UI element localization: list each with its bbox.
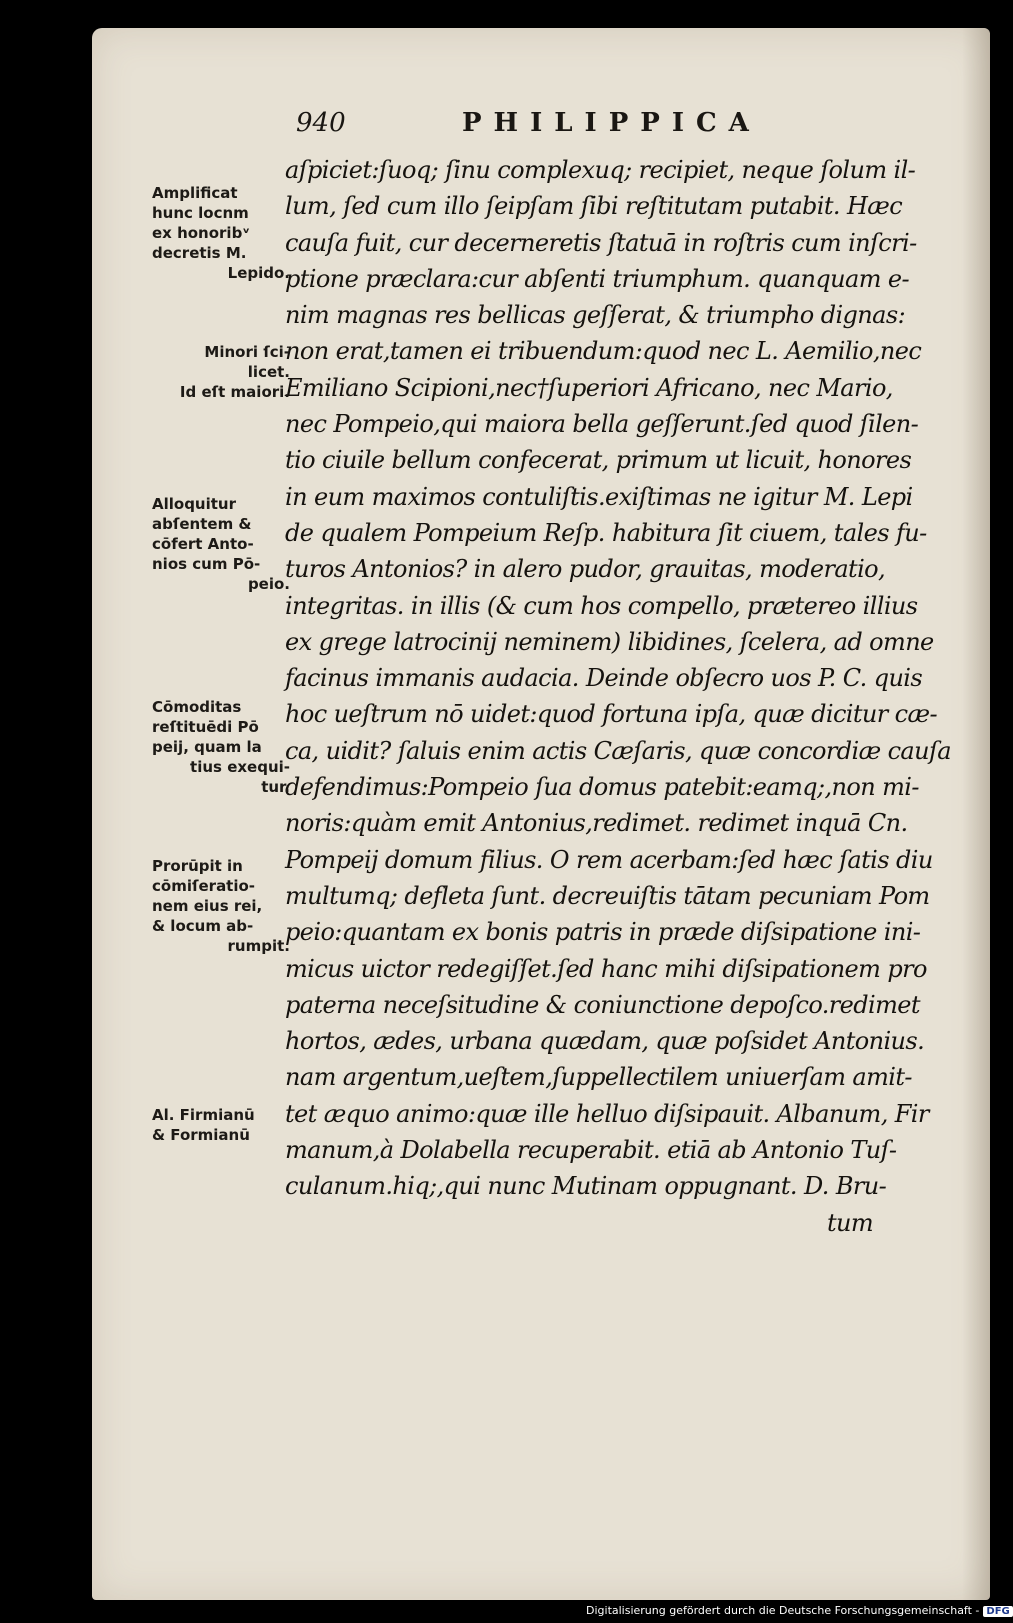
text-line: hoc ueſtrum nō uidet:quod fortuna ipſa, quæ dicitur cæ-	[285, 700, 937, 729]
margin-note-line: Lepido.	[227, 264, 290, 282]
catchword: tum	[826, 1208, 873, 1237]
text-line: noris:quàm emit Antonius,redimet. redimet inquā Cn.	[285, 809, 908, 838]
margin-note-line: Minori ſci-	[204, 343, 290, 361]
text-line: aſpiciet:ſuoq; ſinu complexuq; recipiet, neque ſolum il-	[285, 156, 916, 184]
margin-note-line: decretis M.	[152, 244, 247, 262]
margin-note-minori	[152, 342, 290, 402]
text-line: de qualem Pompeium Reſp. habitura ſit ciuem, tales fu-	[285, 518, 927, 547]
main-text-block	[285, 152, 951, 1241]
text-line: turos Antonios? in alero pudor, grauitas, moderatio,	[285, 555, 886, 584]
margin-note-line: hunc locnm	[152, 204, 249, 222]
margin-note-line: Id eſt maiori.	[179, 383, 290, 401]
text-line: defendimus:Pompeio ſua domus patebit:eamq;,non mi-	[285, 773, 919, 802]
text-line: in eum maximos contuliſtis.exiſtimas ne igitur M. Lepi	[285, 482, 913, 511]
margin-note-line: & locum ab-	[152, 917, 254, 935]
margin-note-alloquitur	[152, 494, 290, 594]
margin-note-line: peij, quam la	[152, 738, 262, 756]
dfg-logo: DFG	[983, 1606, 1012, 1617]
text-line: micus uictor redegiſſet.ſed hanc mihi diſsipationem pro	[285, 954, 927, 983]
margin-note-line: Amplificat	[152, 184, 238, 202]
text-line: multumq; defleta ſunt. decreuiſtis tātam pecuniam Pom	[285, 881, 930, 910]
margin-note-line: Cōmoditas	[152, 698, 242, 716]
margin-note-line: licet.	[247, 363, 290, 381]
text-line: integritas. in illis (& cum hos compello, prætereo illius	[285, 591, 918, 620]
text-line: nam argentum,ueſtem,ſuppellectilem uniuerſam amit-	[285, 1063, 912, 1092]
margin-note-line: Alloquitur	[152, 495, 237, 513]
margin-note-line: cōfert Anto-	[152, 535, 254, 553]
margin-note-line: ex honoribᵛ	[152, 224, 250, 242]
text-line: hortos, ædes, urbana quædam, quæ poſsidet Antonius.	[285, 1027, 925, 1056]
text-line: cauſa fuit, cur decerneretis ſtatuā in roſtris cum inſcri-	[285, 228, 917, 257]
running-title: PHILIPPICA	[462, 108, 761, 138]
text-line: manum,à Dolabella recuperabit. etiā ab Antonio Tuſ-	[285, 1136, 897, 1165]
margin-note-prorupit	[152, 856, 290, 956]
text-line: ca, uidit? ſaluis enim actis Cæſaris, quæ concordiæ cauſa	[285, 736, 951, 765]
text-line: peio:quantam ex bonis patris in præde diſsipatione ini-	[285, 918, 921, 947]
text-line: facinus immanis audacia. Deinde obſecro uos P. C. quis	[285, 664, 923, 693]
digitization-credit	[586, 1604, 1013, 1617]
text-line: lum, ſed cum illo ſeipſam ſibi reſtitutam putabit. Hæc	[285, 192, 903, 221]
margin-note-line: peio.	[247, 575, 290, 593]
text-line: tet æquo animo:quæ ille helluo diſsipauit. Albanum, Fir	[285, 1099, 929, 1128]
page-header	[296, 108, 776, 148]
margin-note-line: nios cum Pō-	[152, 555, 261, 573]
text-line: tio ciuile bellum confecerat, primum ut licuit, honores	[285, 446, 912, 475]
margin-note-comoditas	[152, 697, 290, 797]
text-line: paterna neceſsitudine & coniunctione depoſco.redimet	[285, 990, 920, 1019]
margin-note-line: tur.	[261, 778, 290, 796]
text-line: ex grege latrocinij neminem) libidines, ſcelera, ad omne	[285, 627, 934, 656]
text-line: nec Pompeio,qui maiora bella geſſerunt.ſed quod ſilen-	[285, 410, 919, 439]
margin-note-line: & Formianū	[152, 1126, 250, 1144]
text-line: culanum.hiq;,qui nunc Mutinam oppugnant. D. Bru-	[285, 1172, 887, 1201]
credit-text: Digitalisierung gefördert durch die Deutsche Forschungsgemeinschaft -	[586, 1604, 980, 1617]
margin-note-line: abſentem &	[152, 515, 252, 533]
text-line: Emiliano Scipioni,nec†ſuperiori Africano, nec Mario,	[285, 373, 893, 402]
page-edge-shadow	[962, 28, 990, 1600]
text-line: nim magnas res bellicas geſſerat, & triumpho dignas:	[285, 301, 906, 330]
text-line: ptione præclara:cur abſenti triumphum. quanquam e-	[285, 264, 909, 293]
margin-note-amplificat	[152, 183, 290, 283]
margin-note-line: reſtituēdi Pō	[152, 718, 259, 736]
margin-note-line: nem eius rei,	[152, 897, 263, 915]
margin-note-line: cōmiſeratio-	[152, 877, 256, 895]
page-number: 940	[296, 108, 346, 138]
margin-note-line: Prorūpit in	[152, 857, 243, 875]
margin-note-line: rumpit.	[227, 937, 290, 955]
text-line: non erat,tamen ei tribuendum:quod nec L. Aemilio,nec	[285, 337, 922, 366]
margin-note-firmianum	[152, 1105, 290, 1145]
margin-note-line: tius exequi-	[190, 758, 290, 776]
margin-note-line: Al. Firmianū	[152, 1106, 255, 1124]
text-line: Pompeij domum filius. O rem acerbam:ſed hæc ſatis diu	[285, 845, 933, 874]
